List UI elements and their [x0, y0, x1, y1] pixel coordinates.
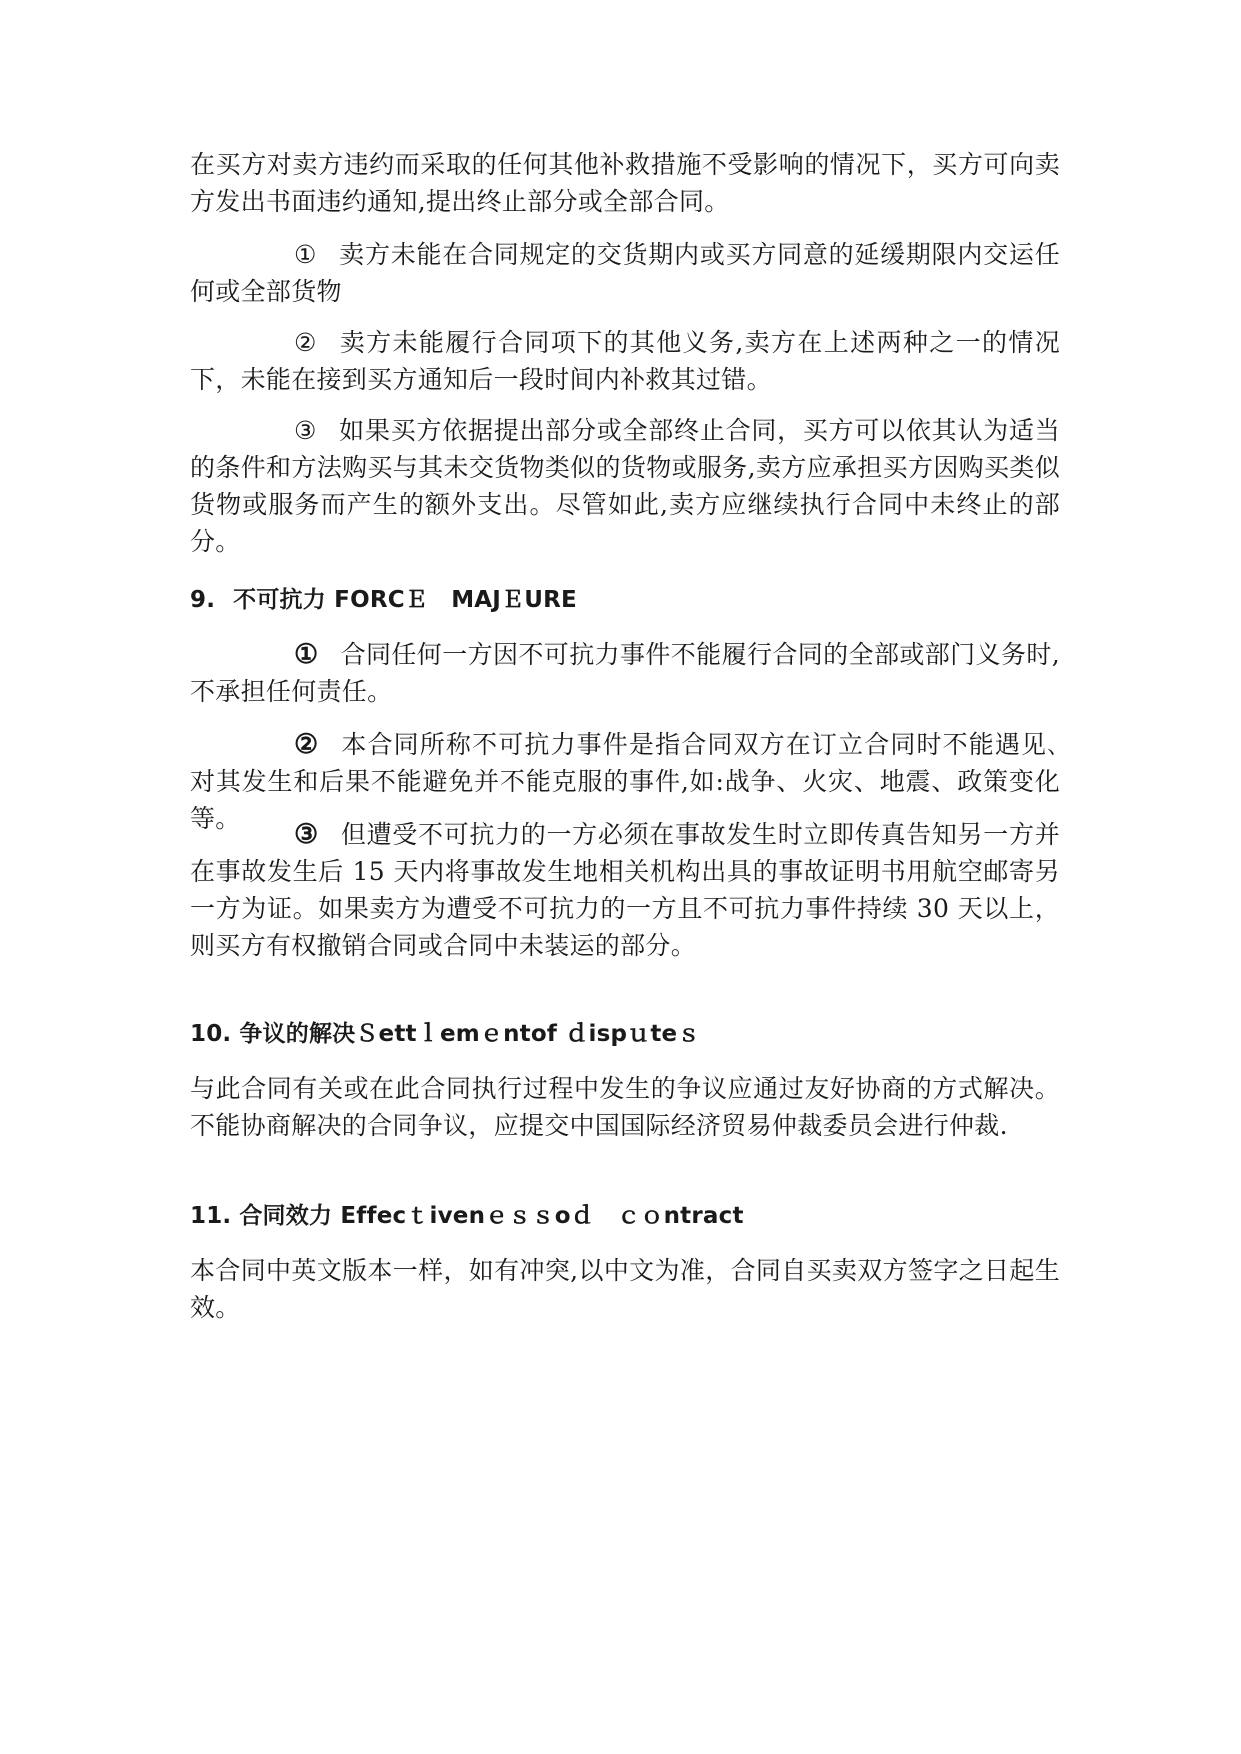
section-title: 合同效力 Effecｔivenｅｓｓoｄ ｃｏntract	[239, 1203, 744, 1229]
force-majeure-item-3	[190, 816, 1060, 964]
section-9-heading	[190, 584, 1060, 616]
item-marker: ①	[294, 639, 319, 670]
termination-item-3	[190, 412, 1060, 560]
contract-effectiveness-paragraph: 本合同中英文版本一样，如有冲突,以中文为准，合同自买卖双方签字之日起生效。	[190, 1256, 1060, 1322]
section-number: 11.	[190, 1203, 232, 1229]
item-text: 本合同所称不可抗力事件是指合同双方在订立合同时不能遇见､对其发生和后果不能避免并不能克服的事件,如:战争、火灾、地震、政策变化等。	[190, 730, 1060, 833]
termination-item-1	[190, 236, 1060, 310]
force-majeure-item-1	[190, 636, 1060, 710]
item-marker: ②	[294, 729, 319, 760]
termination-item-2	[190, 324, 1060, 398]
item-marker: ①	[294, 240, 317, 269]
item-text: 卖方未能在合同规定的交货期内或买方同意的延缓期限内交运任何或全部货物	[190, 240, 1060, 306]
item-marker: ③	[294, 416, 317, 445]
item-text: 合同任何一方因不可抗力事件不能履行合同的全部或部门义务时,不承担任何责任。	[190, 640, 1060, 706]
item-text: 如果买方依据提出部分或全部终止合同，买方可以依其认为适当的条件和方法购买与其未交货物类似的货物或服务,卖方应承担买方因购买类似货物或服务而产生的额外支出。尽管如此,卖方应继续执行合同中未终止的部分。	[190, 416, 1060, 556]
dispute-settlement-paragraph: 与此合同有关或在此合同执行过程中发生的争议应通过友好协商的方式解决。不能协商解决的合同争议，应提交中国国际经济贸易仲裁委员会进行仲裁.	[190, 1074, 1060, 1140]
section-title: 不可抗力 FORCＥ MAJＥURE	[233, 587, 577, 613]
section-title: 争议的解决Ｓettｌemｅntof ｄispｕteｓ	[239, 1021, 701, 1047]
item-text: 卖方未能履行合同项下的其他义务,卖方在上述两种之一的情况下，未能在接到买方通知后一段时间内补救其过错。	[190, 328, 1060, 394]
intro-paragraph: 在买方对卖方违约而采取的任何其他补救措施不受影响的情况下，买方可向卖方发出书面违约通知,提出终止部分或全部合同。	[190, 150, 1060, 216]
item-marker: ②	[294, 328, 317, 357]
item-marker: ③	[294, 819, 319, 850]
section-10-heading	[190, 1018, 1060, 1050]
section-number: 10.	[190, 1021, 232, 1047]
item-text: 但遭受不可抗力的一方必须在事故发生时立即传真告知另一方并在事故发生后 15 天内将事故发生地相关机构出具的事故证明书用航空邮寄另一方为证。如果卖方为遭受不可抗力的一方且不可抗力事件持续 30 天以上，则买方有权撤销合同或合同中未装运的部分。	[190, 820, 1060, 960]
section-11-heading	[190, 1200, 1060, 1232]
section-number: 9.	[190, 587, 216, 613]
